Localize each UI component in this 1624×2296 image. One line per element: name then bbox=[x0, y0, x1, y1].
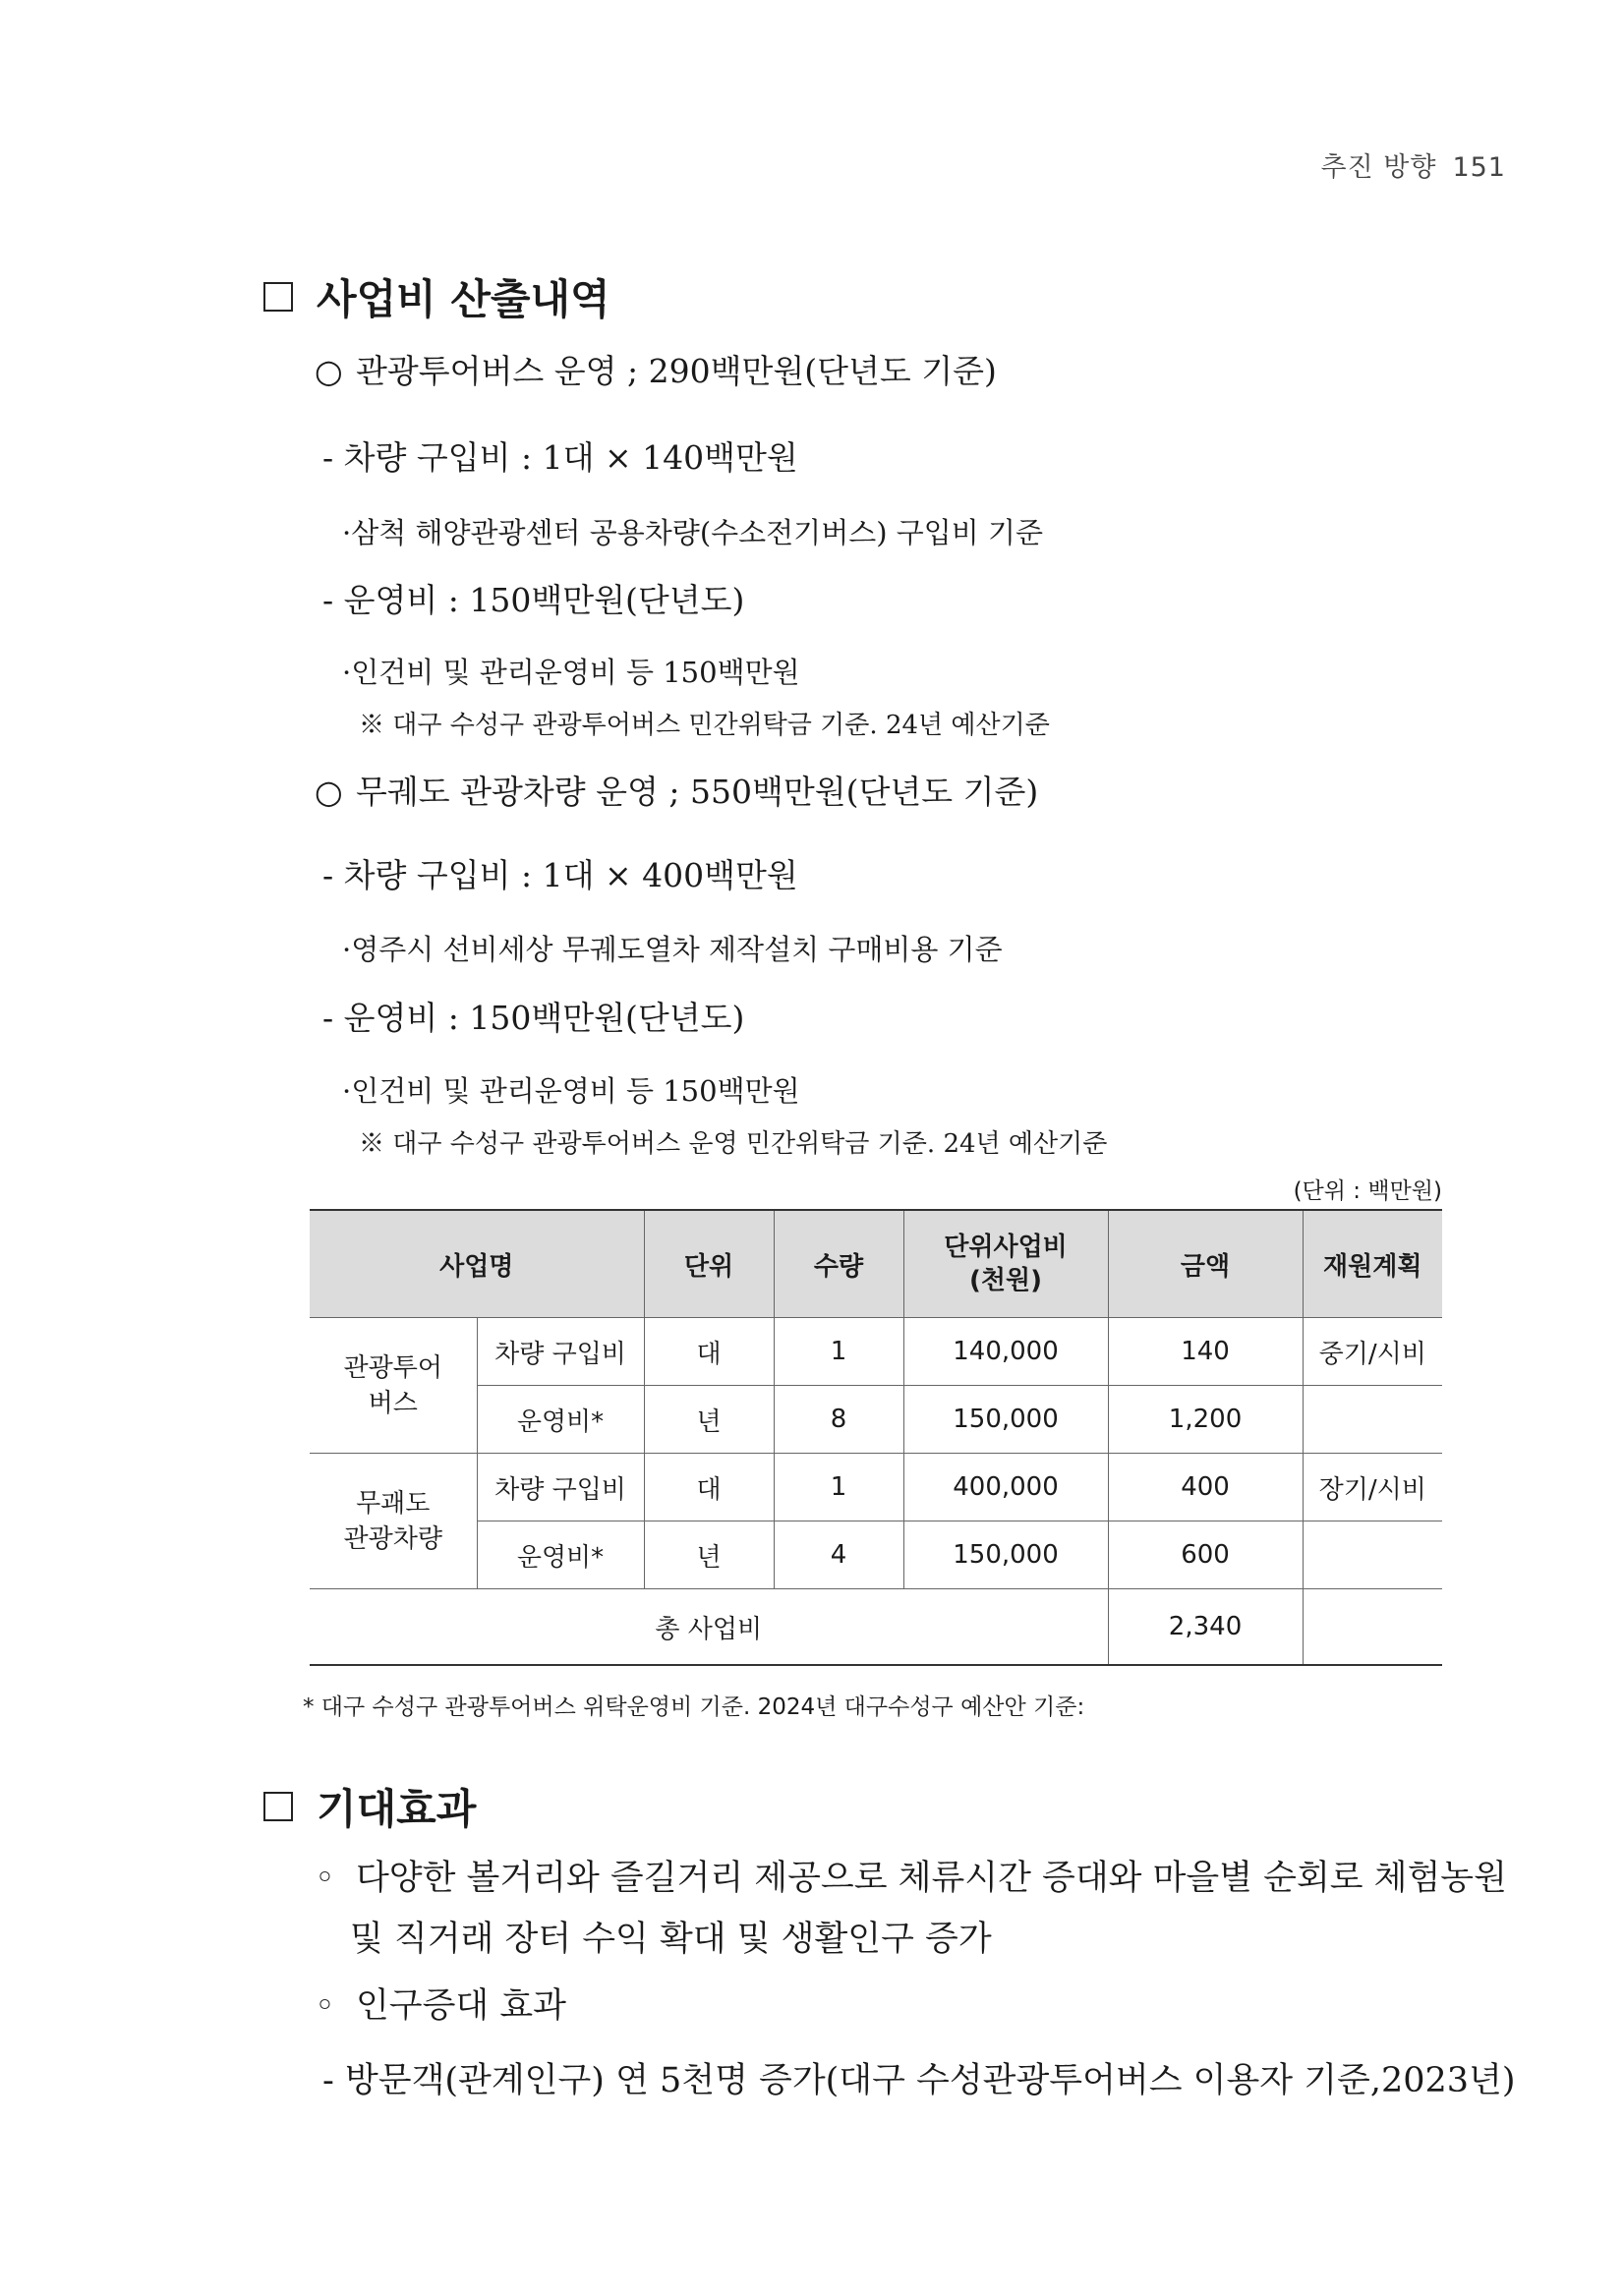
cost-cell: 400,000 bbox=[903, 1454, 1108, 1521]
dot-bullet: · bbox=[342, 516, 352, 549]
cost-cell: 150,000 bbox=[903, 1386, 1108, 1454]
qty-cell: 1 bbox=[774, 1454, 903, 1521]
item-cell: 차량 구입비 bbox=[477, 1318, 644, 1386]
dot-bullet: · bbox=[342, 933, 352, 966]
dash-bullet: - bbox=[322, 2061, 334, 2100]
header-unit: 단위 bbox=[644, 1210, 774, 1318]
checkbox-icon bbox=[263, 1792, 293, 1821]
bus-purchase-detail-text: 삼척 해양관광센터 공용차량(수소전기버스) 구입비 기준 bbox=[351, 516, 1044, 549]
section-title-effects bbox=[263, 1777, 476, 1836]
fund-cell: 중기/시비 bbox=[1303, 1318, 1442, 1386]
qty-cell: 4 bbox=[774, 1521, 903, 1589]
header-amount: 금액 bbox=[1108, 1210, 1303, 1318]
qty-cell: 8 bbox=[774, 1386, 903, 1454]
table-row bbox=[310, 1386, 1442, 1454]
unit-cell: 대 bbox=[644, 1318, 774, 1386]
rail-operation-detail-text: 인건비 및 관리운영비 등 150백만원 bbox=[351, 1074, 800, 1108]
small-circle-bullet-icon: ◦ bbox=[315, 1986, 335, 2026]
rail-operation bbox=[322, 993, 744, 1039]
effect-2-detail bbox=[322, 2050, 1516, 2111]
dot-bullet: · bbox=[342, 656, 352, 689]
amount-cell: 600 bbox=[1108, 1521, 1303, 1589]
bus-purchase-detail bbox=[342, 511, 1043, 551]
table-total-row bbox=[310, 1589, 1442, 1666]
rail-note: ※ 대구 수성구 관광투어버스 운영 민간위탁금 기준. 24년 예산기준 bbox=[359, 1129, 1108, 1159]
effect-1 bbox=[315, 1848, 1507, 1909]
table-footnote: * 대구 수성구 관광투어버스 위탁운영비 기준. 2024년 대구수성구 예산안 기준: bbox=[303, 1694, 1085, 1720]
circle-bullet-icon: ○ bbox=[315, 352, 343, 390]
table-row bbox=[310, 1454, 1442, 1521]
unit-cell: 년 bbox=[644, 1386, 774, 1454]
total-amount: 2,340 bbox=[1108, 1589, 1303, 1666]
header-title: 추진 방향 bbox=[1320, 152, 1437, 183]
item-cell: 차량 구입비 bbox=[477, 1454, 644, 1521]
rail-operation-text: 운영비 : 150백만원(단년도) bbox=[343, 999, 745, 1037]
item-cell: 운영비* bbox=[477, 1521, 644, 1589]
rail-summary bbox=[315, 767, 1038, 813]
effect-2-text: 인구증대 효과 bbox=[356, 1986, 566, 2026]
rail-purchase-detail bbox=[342, 928, 1003, 968]
bus-operation bbox=[322, 575, 744, 621]
amount-cell: 140 bbox=[1108, 1318, 1303, 1386]
fund-cell bbox=[1303, 1521, 1442, 1589]
budget-table bbox=[310, 1209, 1442, 1666]
bus-operation-detail-text: 인건비 및 관리운영비 등 150백만원 bbox=[351, 656, 800, 689]
effect-2 bbox=[315, 1976, 566, 2037]
dash-bullet: - bbox=[322, 581, 334, 619]
group-name: 무괘도 관광차량 bbox=[310, 1454, 477, 1589]
amount-cell: 1,200 bbox=[1108, 1386, 1303, 1454]
section-title-budget bbox=[263, 267, 610, 326]
unit-cell: 년 bbox=[644, 1521, 774, 1589]
bus-purchase-text: 차량 구입비 : 1대 × 140백만원 bbox=[343, 438, 798, 477]
rail-purchase-detail-text: 영주시 선비세상 무궤도열차 제작설치 구매비용 기준 bbox=[351, 933, 1003, 966]
effect-2-detail-text: 방문객(관계인구) 연 5천명 증가(대구 수성관광투어버스 이용자 기준,2023년) bbox=[344, 2061, 1516, 2100]
cost-cell: 150,000 bbox=[903, 1521, 1108, 1589]
dash-bullet: - bbox=[322, 856, 334, 894]
rail-operation-detail bbox=[342, 1069, 800, 1110]
header-unitcost: 단위사업비 (천원) bbox=[903, 1210, 1108, 1318]
fund-cell bbox=[1303, 1386, 1442, 1454]
dash-bullet: - bbox=[322, 999, 334, 1037]
header-fund: 재원계획 bbox=[1303, 1210, 1442, 1318]
cost-cell: 140,000 bbox=[903, 1318, 1108, 1386]
dash-bullet: - bbox=[322, 438, 334, 477]
item-cell: 운영비* bbox=[477, 1386, 644, 1454]
table-unit: (단위 : 백만원) bbox=[1293, 1178, 1442, 1204]
bus-operation-detail bbox=[342, 651, 800, 691]
rail-purchase-text: 차량 구입비 : 1대 × 400백만원 bbox=[343, 856, 798, 894]
group-name: 관광투어 버스 bbox=[310, 1318, 477, 1454]
page-number: 151 bbox=[1452, 152, 1506, 183]
rail-summary-text: 무궤도 관광차량 운영 ; 550백만원(단년도 기준) bbox=[356, 773, 1039, 811]
qty-cell: 1 bbox=[774, 1318, 903, 1386]
page-header bbox=[1321, 145, 1506, 184]
total-label: 총 사업비 bbox=[310, 1589, 1108, 1666]
table-header-row bbox=[310, 1210, 1442, 1318]
bus-note: ※ 대구 수성구 관광투어버스 민간위탁금 기준. 24년 예산기준 bbox=[359, 711, 1050, 740]
bus-summary-text: 관광투어버스 운영 ; 290백만원(단년도 기준) bbox=[356, 352, 997, 390]
bus-purchase bbox=[322, 432, 798, 479]
small-circle-bullet-icon: ◦ bbox=[315, 1859, 335, 1898]
checkbox-icon bbox=[263, 282, 293, 312]
header-name: 사업명 bbox=[310, 1210, 644, 1318]
circle-bullet-icon: ○ bbox=[315, 773, 343, 811]
bus-summary bbox=[315, 346, 997, 392]
section-title-text: 기대효과 bbox=[317, 1785, 477, 1833]
dot-bullet: · bbox=[342, 1074, 352, 1108]
bus-operation-text: 운영비 : 150백만원(단년도) bbox=[343, 581, 745, 619]
rail-purchase bbox=[322, 850, 798, 896]
effect-1-line-1: 다양한 볼거리와 즐길거리 제공으로 체류시간 증대와 마을별 순회로 체험농원 bbox=[356, 1859, 1507, 1898]
unit-cell: 대 bbox=[644, 1454, 774, 1521]
table-row bbox=[310, 1521, 1442, 1589]
effect-1-line-2: 및 직거래 장터 수익 확대 및 생활인구 증가 bbox=[350, 1920, 992, 1959]
section-title-text: 사업비 산출내역 bbox=[317, 275, 610, 323]
total-fund bbox=[1303, 1589, 1442, 1666]
header-qty: 수량 bbox=[774, 1210, 903, 1318]
table-row bbox=[310, 1318, 1442, 1386]
amount-cell: 400 bbox=[1108, 1454, 1303, 1521]
fund-cell: 장기/시비 bbox=[1303, 1454, 1442, 1521]
